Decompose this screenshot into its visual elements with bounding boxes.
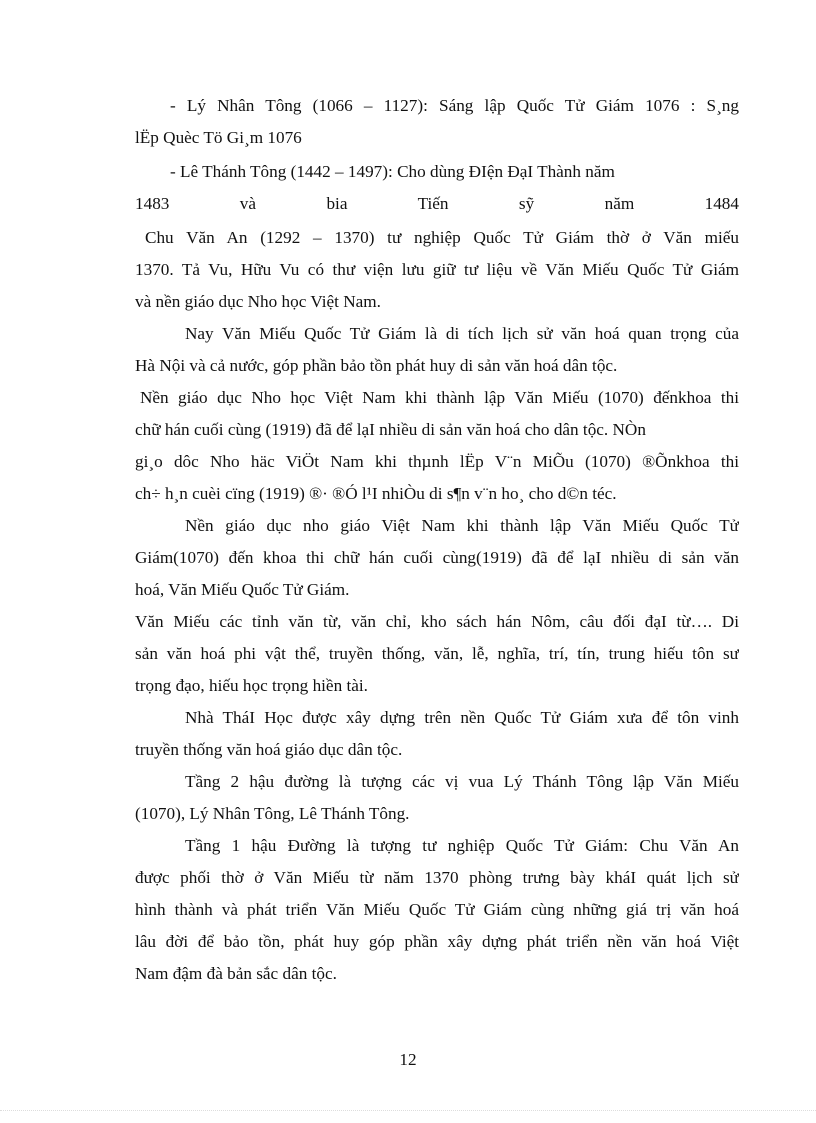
text-line: Tầng 1 hậu Đường là tượng tư nghiệp Quốc Tử Giám: Chu Văn An bbox=[185, 836, 739, 855]
text-line: Văn Miếu các tỉnh văn từ, văn chỉ, kho sách hán Nôm, câu đối đạI từ…. Di bbox=[135, 612, 739, 631]
text-line: Nay Văn Miếu Quốc Tử Giám là di tích lịch sử văn hoá quan trọng của bbox=[185, 324, 739, 343]
text-line: Nam đậm đà bản sắc dân tộc. bbox=[135, 964, 337, 983]
text-line: - Lê Thánh Tông (1442 – 1497): Cho dùng ĐIện ĐạI Thành năm bbox=[170, 162, 615, 181]
text-line: ch÷ h¸n cuèi cïng (1919) ®· ®Ó l¹I nhiÒu di s¶n v¨n ho¸ cho d©n téc. bbox=[135, 484, 617, 503]
text-line: Nền giáo dục nho giáo Việt Nam khi thành lập Văn Miếu Quốc Tử bbox=[185, 516, 739, 535]
text-line: hình thành và phát triển Văn Miếu Quốc Tử Giám cùng những giá trị văn hoá bbox=[135, 900, 739, 919]
text-line: gi¸o dôc Nho häc ViÖt Nam khi thµnh lËp V¨n MiÕu (1070) ®Õnkhoa thi bbox=[135, 452, 739, 471]
text-line: Nền giáo dục Nho học Việt Nam khi thành lập Văn Miếu (1070) đếnkhoa thi bbox=[140, 388, 739, 407]
text-line: Chu Văn An (1292 – 1370) tư nghiệp Quốc Tử Giám thờ ở Văn miếu bbox=[145, 228, 739, 247]
page-number: 12 bbox=[399, 1050, 417, 1069]
text-line: hoá, Văn Miếu Quốc Tử Giám. bbox=[135, 580, 350, 599]
text-line: truyền thống văn hoá giáo dục dân tộc. bbox=[135, 740, 403, 759]
text-line: lâu đời để bảo tồn, phát huy góp phần xây dựng phát triển nền văn hoá Việt bbox=[135, 932, 739, 951]
text-line: lËp Quèc Tö Gi¸m 1076 bbox=[135, 128, 302, 147]
text-line: chữ hán cuối cùng (1919) đã để lạI nhiều di sản văn hoá cho dân tộc. NÒn bbox=[135, 420, 646, 439]
text-line: trọng đạo, hiếu học trọng hiền tài. bbox=[135, 676, 368, 695]
text-line: Nhà TháI Học được xây dựng trên nền Quốc Tử Giám xưa để tôn vinh bbox=[185, 708, 739, 727]
text-line: 1483 và bia Tiến sỹ năm 1484 bbox=[135, 194, 739, 213]
text-line: - Lý Nhân Tông (1066 – 1127): Sáng lập Quốc Tử Giám 1076 : S¸ng bbox=[170, 96, 739, 115]
text-line: (1070), Lý Nhân Tông, Lê Thánh Tông. bbox=[135, 804, 410, 823]
text-line: Hà Nội và cả nước, góp phần bảo tồn phát huy di sản văn hoá dân tộc. bbox=[135, 356, 618, 375]
text-line: sản văn hoá phi vật thể, truyền thống, văn, lễ, nghĩa, trí, tín, trung hiếu tôn sư bbox=[135, 644, 739, 663]
text-line: 1370. Tả Vu, Hữu Vu có thư viện lưu giữ tư liệu về Văn Miếu Quốc Tử Giám bbox=[135, 260, 739, 279]
page-bottom-divider bbox=[0, 1110, 816, 1111]
text-line: Giám(1070) đến khoa thi chữ hán cuối cùng(1919) đã để lạI nhiều di sản văn bbox=[135, 548, 739, 567]
text-line: và nền giáo dục Nho học Việt Nam. bbox=[135, 292, 381, 311]
text-line: được phối thờ ở Văn Miếu từ năm 1370 phòng trưng bày kháI quát lịch sử bbox=[135, 868, 739, 887]
text-line: Tầng 2 hậu đường là tượng các vị vua Lý Thánh Tông lập Văn Miếu bbox=[185, 772, 739, 791]
